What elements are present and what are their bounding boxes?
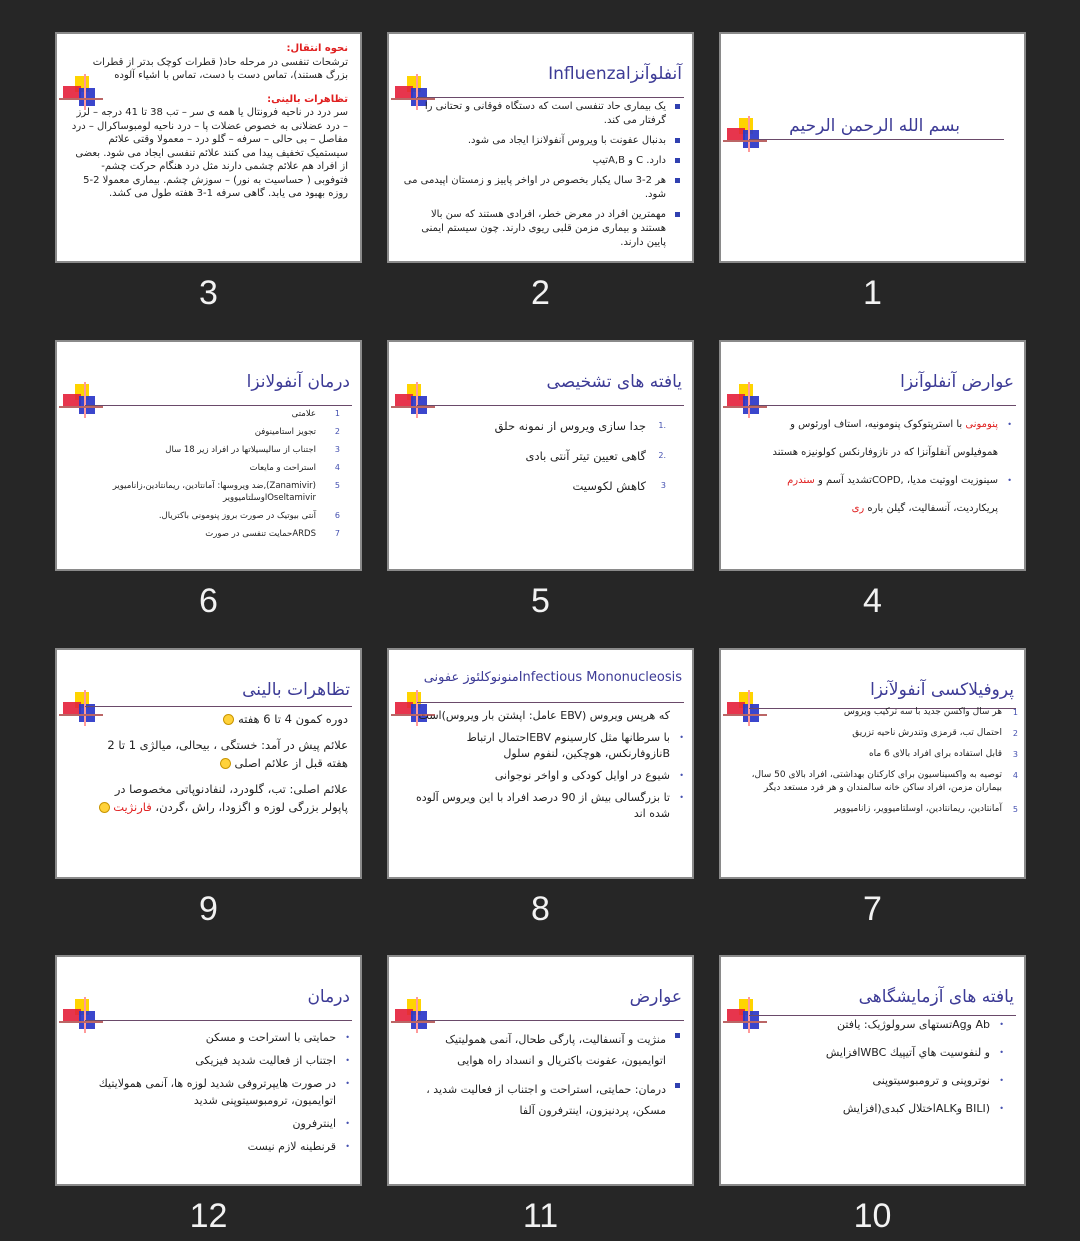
section-heading: نحوه انتقال: xyxy=(286,43,348,54)
list-item: Oseltamivirاوسلتامیوویر xyxy=(222,493,316,503)
list-item: • پنومونی با استرپتوکوک پنومونیه، استاف اورئوس و xyxy=(790,419,1012,430)
slide-title: عوارض xyxy=(629,987,682,1007)
list-item: 2 تجویز استامینوفن xyxy=(254,427,340,437)
slide-title: پروفیلاکسی آنفولآنزا xyxy=(870,680,1014,700)
list-item: • در صورت هایپرتروفی شدید لوزه ها، آنمی همولایتیك اتوایمیون، ترومبوسیتوپنی شدید xyxy=(98,1077,350,1107)
list-item: درمان: حمایتی، استراحت و اجتناب از فعالیت شدید ، مسکن، پردنیزون، اینترفرون آلفا xyxy=(403,1079,680,1121)
smiley-icon xyxy=(223,714,234,725)
slide-preview xyxy=(719,32,1026,263)
slide-preview xyxy=(387,955,694,1186)
list-item: هر 2-3 سال یکبار بخصوص در اواخر پاییز و زمستان اپیدمی می شود. xyxy=(403,174,680,202)
slide-preview xyxy=(719,340,1026,571)
slide-number: 8 xyxy=(531,890,550,928)
list-item: 3 کاهش لکوسیت xyxy=(572,479,666,493)
list-item: هموفیلوس آنفلوآنزا که در نازوفارنکس کولونیزه هستند xyxy=(772,447,998,458)
slide-title: عوارض آنفلوآنزا xyxy=(900,372,1014,392)
slide-thumbnail-3[interactable] xyxy=(55,32,362,313)
slide-thumbnail-10[interactable] xyxy=(719,955,1026,1236)
slide-preview xyxy=(387,340,694,571)
slide-title: یافته های آزمایشگاهی xyxy=(858,987,1014,1007)
section-text: سر درد در ناحیه فرونتال یا همه ی سر – تب 38 تا 41 درجه – لرز – درد عضلانی به خصوص عضلات پا – درد ناحیه لومبوساکرال – درد مفاصل – بی حالی – سرفه – گلو درد – معمولا وقتی علائم سیستمیک تخفیف پیدا می کنند علائم تنفسی ایجاد می شود. بعضی از افراد هم علائم چشمی دارند مثل درد هنگام حرکت چشم- فتوفوبی ( حساسیت به نور) – سوزش چشم. بیماری معمولا 2-5 روزه بهبود می یابد. گاهی سرفه 1-3 هفته طول می کشد. xyxy=(71,107,348,199)
slide-title: بسم الله الرحمن الرحيم xyxy=(789,116,960,136)
list-item: 3 قابل استفاده برای افراد بالای 6 ماه xyxy=(868,749,1018,759)
list-item: که هرپس ویروس (EBV عامل: اپشتن بار ویروس)است xyxy=(418,709,670,722)
list-item: 4 استراحت و مایعات xyxy=(249,463,340,473)
smiley-icon xyxy=(99,802,110,813)
slide-preview xyxy=(55,648,362,879)
slide-preview xyxy=(387,648,694,879)
slide-title: آنفلوآنزاInfluenza xyxy=(548,64,682,84)
list-item: دارد. C و A,Bتیپ xyxy=(403,154,680,168)
list-item: منژیت و آنسفالیت، پارگی طحال، آنمی همولیتیک اتوایمیون، عفونت باکتریال و انسداد راه هوایی xyxy=(403,1029,680,1071)
slide-number: 9 xyxy=(199,890,218,928)
slide-number: 6 xyxy=(199,582,218,620)
section-text: ترشحات تنفسی در مرحله حاد( قطرات کوچک بدتر از قطرات بزرگ هستند)، تماس دست با دست، تماس با اشیاء آلوده xyxy=(92,56,348,81)
slide-thumbnail-7[interactable] xyxy=(719,648,1026,929)
slide-number: 4 xyxy=(863,582,882,620)
list-item: • (BILI وALKاختلال کبدی(افزایش xyxy=(842,1102,1004,1115)
smiley-icon xyxy=(220,758,231,769)
list-item: • اینترفرون xyxy=(292,1117,350,1130)
slide-logo-icon xyxy=(727,384,763,420)
slide-thumbnail-8[interactable] xyxy=(387,648,694,929)
list-item: یک بیماری حاد تنفسی است که دستگاه فوقانی و تحتانی را گرفتار می کند. xyxy=(403,100,680,128)
slide-thumbnail-5[interactable] xyxy=(387,340,694,621)
slide-number: 12 xyxy=(189,1197,228,1235)
section-heading: تظاهرات بالینی: xyxy=(267,93,348,105)
list-item: • تا بزرگسالی بیش از 90 درصد افراد با این ویروس آلوده شده اند xyxy=(415,791,684,820)
slide-number: 5 xyxy=(531,582,550,620)
slide-number: 3 xyxy=(199,274,218,312)
list-item: • و لنفوسیت هاي آتیپیك WBCافزایش xyxy=(825,1046,1004,1059)
slide-thumbnail-9[interactable] xyxy=(55,648,362,929)
slide-logo-icon xyxy=(395,384,431,420)
slide-thumbnail-6[interactable] xyxy=(55,340,362,621)
list-item: .1 جدا سازی ویروس از نمونه حلق xyxy=(494,419,666,433)
slide-thumbnail-12[interactable] xyxy=(55,955,362,1236)
slide-number: 7 xyxy=(863,890,882,928)
list-item: • سینوزیت اووتیت مدیا، ,COPDتشدید آسم و سندرم xyxy=(787,475,1012,486)
list-item: پریکاردیت، آنسفالیت، گیلن باره ری xyxy=(851,503,998,514)
list-item: مهمترین افراد در معرض خطر، افرادی هستند که سن بالا هستند و بیماری مزمن قلبی ریوی دارند. چون سیستم ایمنی پایین دارند. xyxy=(403,208,680,250)
list-item: 1 هر سال واکسن جدید با سه ترکیب ویروس xyxy=(843,707,1018,717)
list-item: علائم اصلی: تب، گلودرد، لنفادنوپاتی مخصوصا در پاپولر بزرگی لوزه و اگزودا، راش ،گردن، فارنژیت xyxy=(87,780,352,816)
slide-preview xyxy=(719,648,1026,879)
slide-logo-icon xyxy=(727,118,763,154)
slide-number: 2 xyxy=(531,274,550,312)
list-item: • قرنطینه لازم نیست xyxy=(247,1140,350,1153)
list-item: • نوتروپنی و ترومبوسیتوپنی xyxy=(872,1074,1004,1087)
list-item: بدنبال عفونت با ویروس آنفولانزا ایجاد می شود. xyxy=(403,134,680,148)
slide-title: درمان آنفولانزا xyxy=(246,372,350,392)
list-item: 5 (Zanamivir),ضد ویروسها: آمانتادین، ریمانتادین،زانامیویر xyxy=(112,481,340,491)
slide-number: 11 xyxy=(522,1197,559,1235)
list-item: • Ab وAgتستهای سرولوژیک: یافتن xyxy=(837,1018,1004,1031)
list-item: • اجتناب از فعالیت شدید فیزیکی xyxy=(195,1054,350,1067)
slide-title: تظاهرات بالینی xyxy=(242,680,350,700)
slide-title: یافته های تشخیصی xyxy=(546,372,682,392)
slide-thumbnail-1[interactable] xyxy=(719,32,1026,313)
list-item: 6 آنتی بیوتیک در صورت بروز پنومونی باکتریال. xyxy=(158,511,340,521)
slide-preview xyxy=(55,955,362,1186)
list-item: .2 گاهی تعیین تیتر آنتی بادی xyxy=(525,449,666,463)
list-item: 4 توصیه به واکسیناسیون برای کارکنان بهداشتی، افراد بالای 50 سال، بیماران مزمن، افراد ساکن خانه سالمندان و هر فرد مستعد دیگر xyxy=(751,770,1018,793)
list-item: 1 علامتی xyxy=(291,409,340,419)
list-item: • شیوع در اوایل کودکی و اواخر نوجوانی xyxy=(494,769,684,782)
list-item: • حمایتی با استراحت و مسکن xyxy=(205,1031,350,1044)
slide-title: درمان xyxy=(307,987,350,1007)
list-item: دوره کمون 4 تا 6 هفته xyxy=(87,710,352,728)
list-item: علائم پیش در آمد: خستگی ، بیحالی، میالژی 1 تا 2 هفته قبل از علائم اصلی xyxy=(107,738,348,770)
slide-preview xyxy=(55,340,362,571)
list-item: 2 احتمال تب، قرمزی وتندرش ناحیه تزریق xyxy=(852,728,1018,738)
list-item: 5 آمانتادین، ریمانتادین، اوسلتامیوویر، زانامیوویر xyxy=(834,804,1018,814)
slide-number: 10 xyxy=(853,1197,892,1235)
list-item: 7 ARDSحمایت تنفسی در صورت xyxy=(205,529,340,539)
slide-number: 1 xyxy=(863,274,882,312)
slide-thumbnail-4[interactable] xyxy=(719,340,1026,621)
slide-thumbnail-11[interactable] xyxy=(387,955,694,1236)
slide-thumbnail-2[interactable] xyxy=(387,32,694,313)
slide-title: Infectious Mononucleosisمنونوکلئوز عفونی xyxy=(423,670,682,685)
slide-preview xyxy=(55,32,362,263)
slide-preview xyxy=(387,32,694,263)
slide-preview xyxy=(719,955,1026,1186)
list-item: • با سرطانها مثل کارسینوم EBVاحتمال ارتباط Bنازوفارنکس، هوچکین، لنفوم سلول xyxy=(466,731,684,760)
list-item: 3 اجتناب از سالیسیلاتها در افراد زیر 18 سال xyxy=(165,445,340,455)
